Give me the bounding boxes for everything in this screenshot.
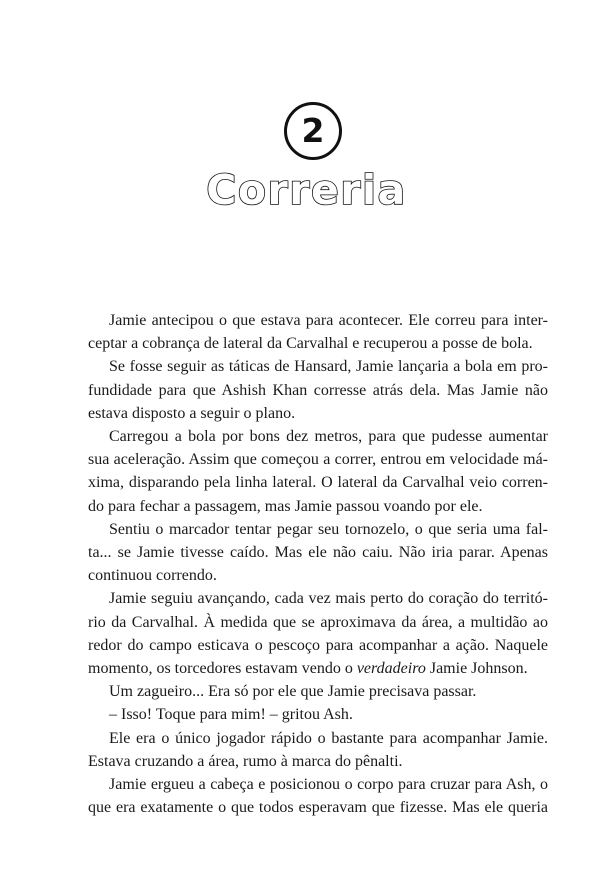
paragraph bbox=[88, 587, 548, 680]
chapter-body bbox=[88, 309, 548, 819]
text-line: ta... se Jamie tivesse caído. Mas ele não caiu. Não iria parar. Apenas bbox=[88, 544, 548, 562]
text-line: que era exatamente o que todos esperavam que fizesse. Mas ele queria bbox=[88, 799, 548, 817]
text-segment: momento, os torcedores estavam vendo o bbox=[88, 660, 357, 678]
chapter-number: 2 bbox=[301, 110, 325, 150]
text-line: xima, disparando pela linha lateral. O lateral da Carvalhal veio corren- bbox=[88, 474, 548, 492]
paragraph bbox=[88, 680, 548, 703]
text-line: fundidade para que Ashish Khan corresse atrás dela. Mas Jamie não bbox=[88, 381, 548, 399]
paragraph bbox=[88, 309, 548, 355]
text-segment: Jamie Johnson. bbox=[425, 660, 528, 678]
chapter-title: Correria bbox=[206, 166, 407, 214]
text-line: Estava cruzando a área, rumo à marca do pênalti. bbox=[88, 752, 403, 770]
text-line: Jamie antecipou o que estava para acontecer. Ele correu para inter- bbox=[109, 312, 548, 329]
text-line: Jamie seguiu avançando, cada vez mais perto do coração do territó- bbox=[109, 590, 548, 608]
paragraph bbox=[88, 518, 548, 588]
text-line: Um zagueiro... Era só por ele que Jamie precisava passar. bbox=[109, 683, 477, 701]
paragraph bbox=[88, 703, 548, 726]
chapter-number-badge bbox=[284, 102, 342, 160]
text-line: Jamie ergueu a cabeça e posicionou o corpo para cruzar para Ash, o bbox=[109, 776, 548, 794]
paragraph bbox=[88, 773, 548, 819]
text-line: Se fosse seguir as táticas de Hansard, Jamie lançaria a bola em pro- bbox=[109, 358, 548, 376]
text-line: Sentiu o marcador tentar pegar seu tornozelo, o que seria uma fal- bbox=[109, 520, 548, 538]
paragraph bbox=[88, 727, 548, 773]
text-line: Ele era o único jogador rápido o bastante para acompanhar Jamie. bbox=[109, 729, 548, 747]
text-line: – Isso! Toque para mim! – gritou Ash. bbox=[109, 706, 353, 724]
text-line: redor do campo esticava o pescoço para acompanhar a ação. Naquele bbox=[88, 636, 548, 654]
text-line: continuou correndo. bbox=[88, 567, 217, 585]
text-line: ceptar a cobrança de lateral da Carvalhal e recuperou a posse de bola. bbox=[88, 335, 533, 353]
text-line: sua aceleração. Assim que começou a correr, entrou em velocidade má- bbox=[88, 451, 548, 469]
emphasized-word: verdadeiro bbox=[356, 660, 426, 678]
text-line bbox=[88, 657, 548, 680]
paragraph bbox=[88, 355, 548, 425]
text-line: rio da Carvalhal. À medida que se aproximava da área, a multidão ao bbox=[88, 613, 548, 631]
text-line: Carregou a bola por bons dez metros, para que pudesse aumentar bbox=[109, 428, 548, 446]
paragraph bbox=[88, 425, 548, 518]
text-line: do para fechar a passagem, mas Jamie passou voando por ele. bbox=[88, 497, 483, 515]
text-line: estava disposto a seguir o plano. bbox=[88, 404, 296, 422]
